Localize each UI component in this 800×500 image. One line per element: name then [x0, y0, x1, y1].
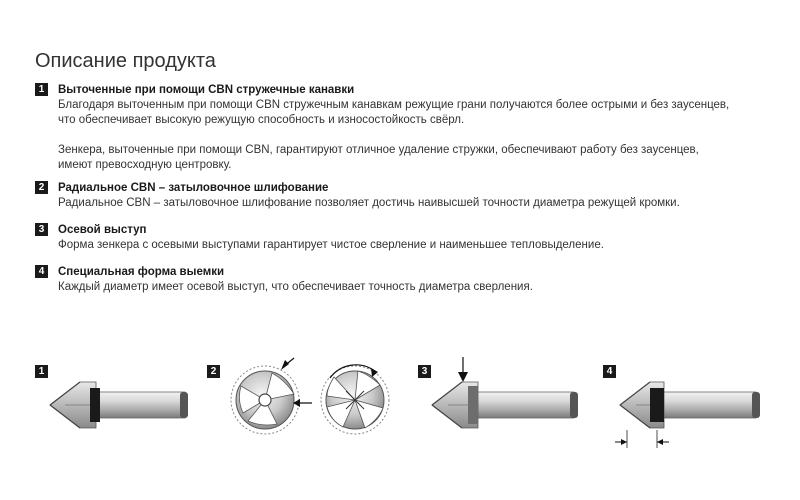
- feature-title: Специальная форма выемки: [58, 266, 225, 278]
- feature-description: Зенкера, выточенные при помощи CBN, гарантируют отличное удаление стружки, обеспечивают работу без заусенцев,: [58, 144, 699, 156]
- feature-description: Благодаря выточенным при помощи CBN стружечным канавкам режущие грани получаются более острыми и без заусенцев,: [58, 99, 730, 111]
- feature-description: Радиальное CBN – затыловочное шлифование позволяет достичь наивысшей точности диаметра режущей кромки.: [58, 197, 680, 209]
- feature-description: что обеспечивает высокую режущую способность и износостойкость свёрл.: [58, 114, 465, 126]
- feature-description: имеют превосходную центровку.: [58, 159, 232, 171]
- illustration-number-badge: 4: [603, 365, 616, 378]
- feature-title: Радиальное CBN – затыловочное шлифование: [58, 182, 329, 194]
- countersink-side-view-3: [432, 357, 578, 428]
- illustration-number-badge: 1: [35, 365, 48, 378]
- illustration-number-badge: 3: [418, 365, 431, 378]
- countersink-side-view-4: [615, 382, 760, 448]
- countersink-side-view-1: [50, 382, 188, 428]
- feature-number-badge: 2: [35, 181, 48, 194]
- feature-description: Каждый диаметр имеет осевой выступ, что обеспечивает точность диаметра сверления.: [58, 281, 533, 293]
- countersink-front-view-flutes: [231, 358, 312, 434]
- illustration-number-badge: 2: [207, 365, 220, 378]
- page-title: Описание продукта: [35, 50, 216, 72]
- feature-description: Форма зенкера с осевыми выступами гарантирует чистое сверление и наименьшее тепловыделение.: [58, 239, 604, 251]
- feature-title: Выточенные при помощи CBN стружечные канавки: [58, 84, 355, 96]
- feature-number-badge: 3: [35, 223, 48, 236]
- feature-title: Осевой выступ: [58, 224, 147, 236]
- feature-number-badge: 4: [35, 265, 48, 278]
- feature-number-badge: 1: [35, 83, 48, 96]
- countersink-front-view-radial: [321, 365, 389, 434]
